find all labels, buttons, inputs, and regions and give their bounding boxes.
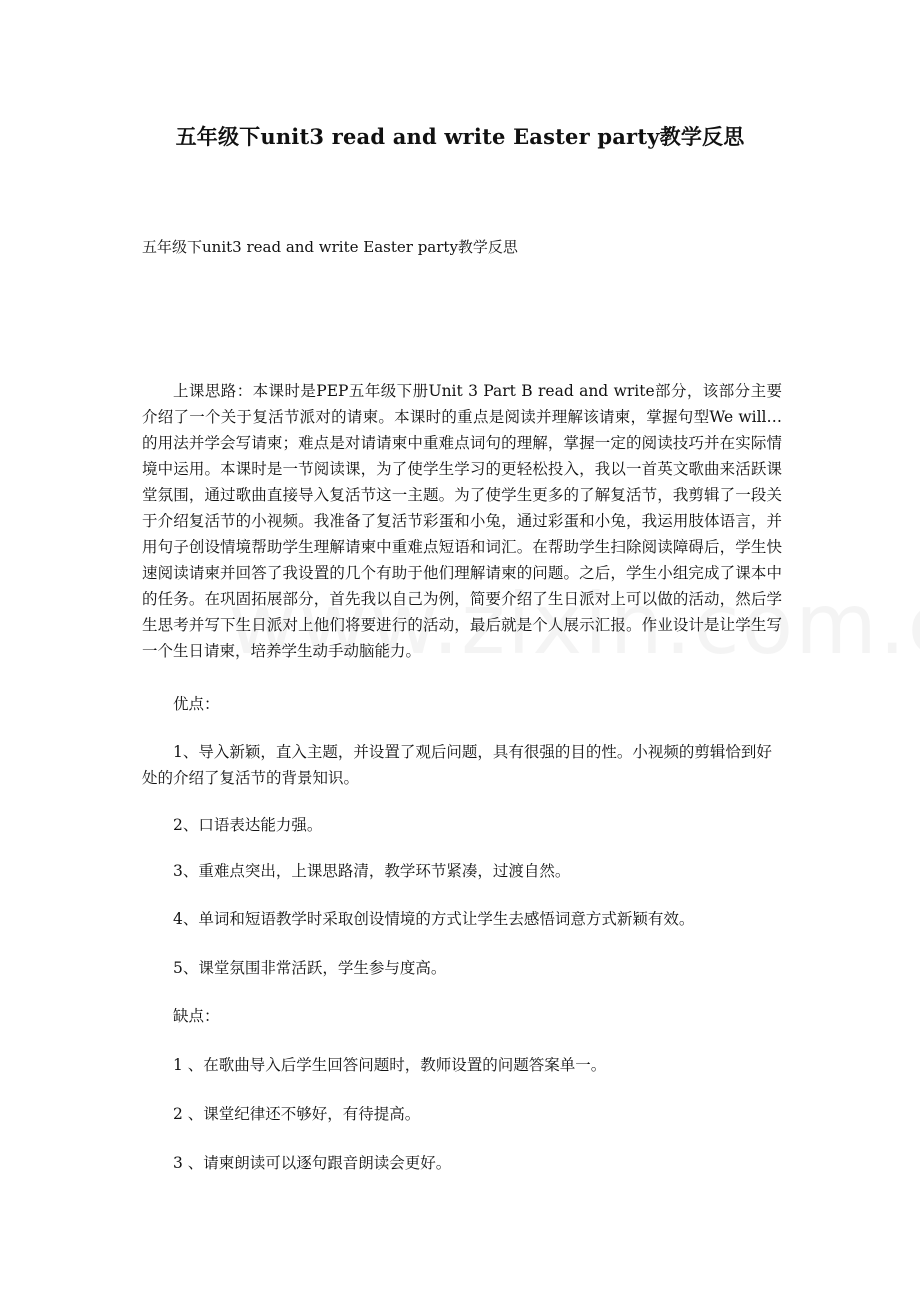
advantage-item-5: 5、课堂氛围非常活跃，学生参与度高。 <box>173 959 447 977</box>
document-title: 五年级下unit3 read and write Easter party教学反思 <box>175 124 745 149</box>
disadvantages-heading: 缺点： <box>173 1007 220 1025</box>
disadvantage-item-2: 2 、课堂纪律还不够好，有待提高。 <box>173 1105 421 1123</box>
advantage-item-3: 3、重难点突出，上课思路清，教学环节紧凑，过渡自然。 <box>173 862 571 880</box>
intro-paragraph: 上课思路：本课时是PEP五年级下册Unit 3 Part B read and write部分，该部分主要介绍了一个关于复活节派对的请柬。本课时的重点是阅读并理解该请柬，掌握句型We will…的用法并学会写请柬；难点是对请请柬中重难点词句的理解，掌握一定的阅读技巧并在实际情境中运用。本课时是一节阅读课，为了使学生学习的更轻松投入，我以一首英文歌曲来活跃课堂氛围，通过歌曲直接导入复活节这一主题。为了使学生更多的了解复活节，我剪辑了一段关于介绍复活节的小视频。我准备了复活节彩蛋和小兔，通过彩蛋和小兔，我运用肢体语言，并用句子创设情境帮助学生理解请柬中重难点短语和词汇。在帮助学生扫除阅读障碍后，学生快速阅读请柬并回答了我设置的几个有助于他们理解请柬的问题。之后，学生小组完成了课本中的任务。在巩固拓展部分，首先我以自己为例，简要介绍了生日派对上可以做的活动，然后学生思考并写下生日派对上他们将要进行的活动，最后就是个人展示汇报。作业设计是让学生写一个生日请柬，培养学生动手动脑能力。 <box>142 382 782 660</box>
advantages-heading: 优点： <box>173 695 220 713</box>
disadvantage-item-3: 3 、请柬朗读可以逐句跟音朗读会更好。 <box>173 1154 452 1172</box>
advantage-item-2: 2、口语表达能力强。 <box>173 816 323 834</box>
advantage-item-4: 4、单词和短语教学时采取创设情境的方式让学生去感悟词意方式新颖有效。 <box>173 910 695 928</box>
disadvantage-item-1: 1 、在歌曲导入后学生回答问题时，教师设置的问题答案单一。 <box>173 1056 607 1074</box>
document-subtitle: 五年级下unit3 read and write Easter party教学反思 <box>142 238 518 256</box>
advantage-item-1: 1、导入新颖，直入主题，并设置了观后问题，具有很强的目的性。小视频的剪辑恰到好处的介绍了复活节的背景知识。 <box>142 743 772 787</box>
